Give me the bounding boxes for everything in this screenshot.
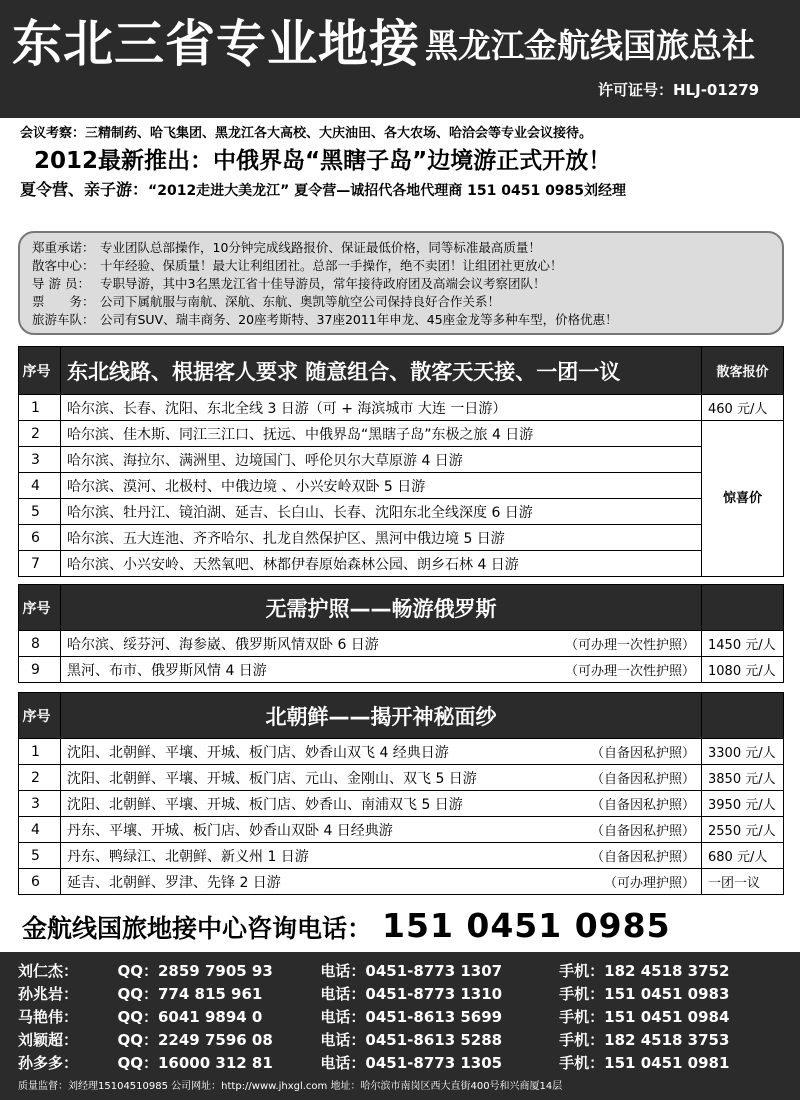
north-korea-routes-table	[18, 692, 784, 895]
passport-note: （可办理护照）	[603, 875, 695, 891]
promise-row	[32, 275, 770, 293]
route-text: 丹东、鸭绿江、北朝鲜、新义州 1 日游	[67, 848, 309, 865]
passport-note: （自备因私护照）	[590, 771, 695, 787]
promise-row	[32, 239, 770, 257]
contact-qq: QQ：2859 7905 93	[117, 962, 273, 980]
header-no: 序号	[19, 693, 61, 739]
header-price-empty	[702, 585, 784, 631]
route-text: 哈尔滨、佳木斯、同江三江口、抚远、中俄界岛“黑瞎子岛”东极之旅 4 日游	[61, 421, 702, 447]
table-row	[19, 447, 784, 473]
contact-tel: 电话：0451-8773 1307	[320, 962, 503, 980]
price: 1450 元/人	[702, 631, 784, 657]
promo-line	[34, 144, 792, 178]
route-text: 黑河、布市、俄罗斯风情 4 日游	[67, 662, 267, 679]
contact-mobile: 手机：151 0451 0983	[559, 985, 730, 1003]
row-number: 3	[19, 447, 61, 473]
contact-qq: QQ：6041 9894 0	[117, 1008, 263, 1026]
price: 460 元/人	[702, 395, 784, 421]
contact-mobile: 手机：182 4518 3752	[559, 962, 730, 980]
row-number: 9	[19, 657, 61, 683]
hotline-number: 151 0451 0985	[382, 906, 671, 945]
passport-note: （自备因私护照）	[590, 797, 695, 813]
row-number: 2	[19, 765, 61, 791]
contact-qq: QQ：2249 7596 08	[117, 1031, 273, 1049]
route-cell	[61, 739, 702, 765]
russia-routes-table	[18, 584, 784, 683]
header-no: 序号	[19, 585, 61, 631]
table-row	[19, 869, 784, 895]
section-header	[19, 693, 784, 739]
row-number: 3	[19, 791, 61, 817]
table-row	[19, 551, 784, 577]
route-text: 沈阳、北朝鲜、平壤、开城、板门店、元山、金刚山、双飞 5 日游	[67, 770, 477, 787]
main-title: 东北三省专业地接	[12, 15, 420, 73]
contact-mobile: 手机：182 4518 3753	[559, 1031, 730, 1049]
promise-label: 旅游车队：	[32, 312, 95, 327]
header-no: 序号	[19, 347, 61, 395]
contact-name: 刘颖超：	[18, 1031, 79, 1049]
row-number: 8	[19, 631, 61, 657]
contact-qq: QQ：16000 312 81	[117, 1054, 273, 1072]
header-price: 散客报价	[702, 347, 784, 395]
table-row	[19, 499, 784, 525]
contact-name: 马艳伟：	[18, 1008, 79, 1026]
promise-row	[32, 257, 770, 275]
license-number: 许可证号：HLJ-01279	[598, 81, 760, 99]
passport-note: （自备因私护照）	[590, 745, 695, 761]
route-cell	[61, 817, 702, 843]
route-cell	[61, 791, 702, 817]
table-row	[19, 817, 784, 843]
row-number: 6	[19, 525, 61, 551]
promise-label: 导 游 员：	[32, 276, 90, 291]
promise-text: 专职导游，其中3名黑龙江省十佳导游员，常年接待政府团及高端会议考察团队！	[100, 276, 546, 291]
contact-tel: 电话：0451-8773 1305	[320, 1054, 503, 1072]
row-number: 6	[19, 869, 61, 895]
route-text: 丹东、平壤、开城、板门店、妙香山双卧 4 日经典游	[67, 822, 393, 839]
meeting-label: 会议考察：	[20, 126, 86, 141]
row-number: 5	[19, 499, 61, 525]
table-row	[19, 525, 784, 551]
row-number: 1	[19, 739, 61, 765]
summer-line	[20, 178, 792, 203]
contact-row	[18, 960, 782, 983]
route-text: 哈尔滨、绥芬河、海参崴、俄罗斯风情双卧 6 日游	[67, 636, 379, 653]
section-title: 东北线路、根据客人要求 随意组合、散客天天接、一团一议	[61, 347, 702, 395]
row-number: 4	[19, 473, 61, 499]
footer-info: 质量监督：刘经理15104510985 公司网址：http://www.jhxgl.com 地址：哈尔滨市南岗区西大直街400号和兴商厦14层	[18, 1081, 563, 1092]
row-number: 1	[19, 395, 61, 421]
agency-name: 黑龙江金航线国旅总社	[425, 26, 755, 65]
promise-label: 散客中心：	[32, 258, 95, 273]
price: 3850 元/人	[702, 765, 784, 791]
contact-qq: QQ：774 815 961	[117, 985, 263, 1003]
table-row	[19, 843, 784, 869]
summer-label: 夏令营、亲子游：	[20, 180, 149, 199]
table-row	[19, 473, 784, 499]
header-banner	[0, 0, 800, 118]
table-row	[19, 657, 784, 683]
contact-name: 孙多多：	[18, 1054, 79, 1072]
route-text: 哈尔滨、漠河、北极村、中俄边境 、小兴安岭双卧 5 日游	[61, 473, 702, 499]
table-row	[19, 631, 784, 657]
table-row	[19, 739, 784, 765]
promise-text: 专业团队总部操作，10分钟完成线路报价、保证最低价格，同等标准最高质量！	[100, 240, 541, 255]
passport-note: （可办理一次性护照）	[564, 637, 695, 653]
route-text: 沈阳、北朝鲜、平壤、开城、板门店、妙香山双飞 4 经典日游	[67, 744, 449, 761]
meeting-text: 三精制药、哈飞集团、黑龙江各大高校、大庆油田、各大农场、哈洽会等专业会议接待。	[85, 126, 593, 141]
price: 3950 元/人	[702, 791, 784, 817]
section-header	[19, 585, 784, 631]
route-text: 沈阳、北朝鲜、平壤、开城、板门店、妙香山、南浦双飞 5 日游	[67, 796, 463, 813]
contacts-panel	[0, 952, 800, 1100]
promo-label: 2012最新推出：	[34, 148, 214, 174]
promo-text: 中俄界岛“黑瞎子岛”边境游正式开放！	[213, 148, 612, 174]
promise-label: 郑重承诺：	[32, 240, 95, 255]
summer-text: “2012走进大美龙江” 夏令营—诚招代各地代理商 151 0451 0985刘经理	[148, 183, 627, 199]
route-cell	[61, 657, 702, 683]
table-row	[19, 765, 784, 791]
contact-mobile: 手机：151 0451 0981	[559, 1054, 730, 1072]
price: 2550 元/人	[702, 817, 784, 843]
price: 3300 元/人	[702, 739, 784, 765]
route-cell	[61, 843, 702, 869]
row-number: 2	[19, 421, 61, 447]
route-cell	[61, 869, 702, 895]
section-title: 北朝鲜——揭开神秘面纱	[61, 693, 702, 739]
contact-tel: 电话：0451-8613 5288	[320, 1031, 503, 1049]
contact-row	[18, 1006, 782, 1029]
promise-box	[18, 231, 784, 335]
hotline-label: 金航线国旅地接中心咨询电话：	[22, 914, 373, 943]
passport-note: （自备因私护照）	[590, 849, 695, 865]
header-price-empty	[702, 693, 784, 739]
northeast-routes-table	[18, 346, 784, 577]
table-row	[19, 421, 784, 447]
row-number: 7	[19, 551, 61, 577]
contact-name: 刘仁杰：	[18, 962, 79, 980]
route-text: 哈尔滨、五大连池、齐齐哈尔、扎龙自然保护区、黑河中俄边境 5 日游	[61, 525, 702, 551]
contact-row	[18, 1052, 782, 1075]
price: 680 元/人	[702, 843, 784, 869]
section-title: 无需护照——畅游俄罗斯	[61, 585, 702, 631]
route-text: 哈尔滨、牡丹江、镜泊湖、延吉、长白山、长春、沈阳东北全线深度 6 日游	[61, 499, 702, 525]
row-number: 4	[19, 817, 61, 843]
table-row	[19, 791, 784, 817]
price: 一团一议	[702, 869, 784, 895]
row-number: 5	[19, 843, 61, 869]
meeting-line	[20, 124, 792, 144]
intro-block	[20, 124, 792, 203]
table-row	[19, 395, 784, 421]
route-cell	[61, 631, 702, 657]
price: 1080 元/人	[702, 657, 784, 683]
route-text: 哈尔滨、海拉尔、满洲里、边境国门、呼伦贝尔大草原游 4 日游	[61, 447, 702, 473]
contact-name: 孙兆岩：	[18, 985, 79, 1003]
promise-row	[32, 311, 770, 329]
contact-mobile: 手机：151 0451 0984	[559, 1008, 730, 1026]
route-text: 哈尔滨、小兴安岭、天然氧吧、林都伊春原始森林公园、朗乡石林 4 日游	[61, 551, 702, 577]
surprise-price: 惊喜价	[702, 421, 784, 577]
promise-text: 公司有SUV、瑞丰商务、20座考斯特、37座2011年申龙、45座金龙等多种车型，价格优惠！	[100, 312, 618, 327]
hotline	[22, 906, 671, 949]
promise-text: 十年经验、保质量！最大让利组团社。总部一手操作，绝不卖团！让组团社更放心！	[100, 258, 563, 273]
route-cell	[61, 765, 702, 791]
promise-text: 公司下属航服与南航、深航、东航、奥凯等航空公司保持良好合作关系！	[100, 294, 501, 309]
contact-tel: 电话：0451-8613 5699	[320, 1008, 503, 1026]
route-text: 延吉、北朝鲜、罗津、先锋 2 日游	[67, 874, 281, 891]
section-header	[19, 347, 784, 395]
contact-row	[18, 983, 782, 1006]
promise-row	[32, 293, 770, 311]
contact-row	[18, 1029, 782, 1052]
passport-note: （可办理一次性护照）	[564, 663, 695, 679]
route-text: 哈尔滨、长春、沈阳、东北全线 3 日游（可 + 海滨城市 大连 一日游）	[61, 395, 702, 421]
promise-label: 票 务：	[32, 294, 95, 309]
contact-tel: 电话：0451-8773 1310	[320, 985, 503, 1003]
passport-note: （自备因私护照）	[590, 823, 695, 839]
